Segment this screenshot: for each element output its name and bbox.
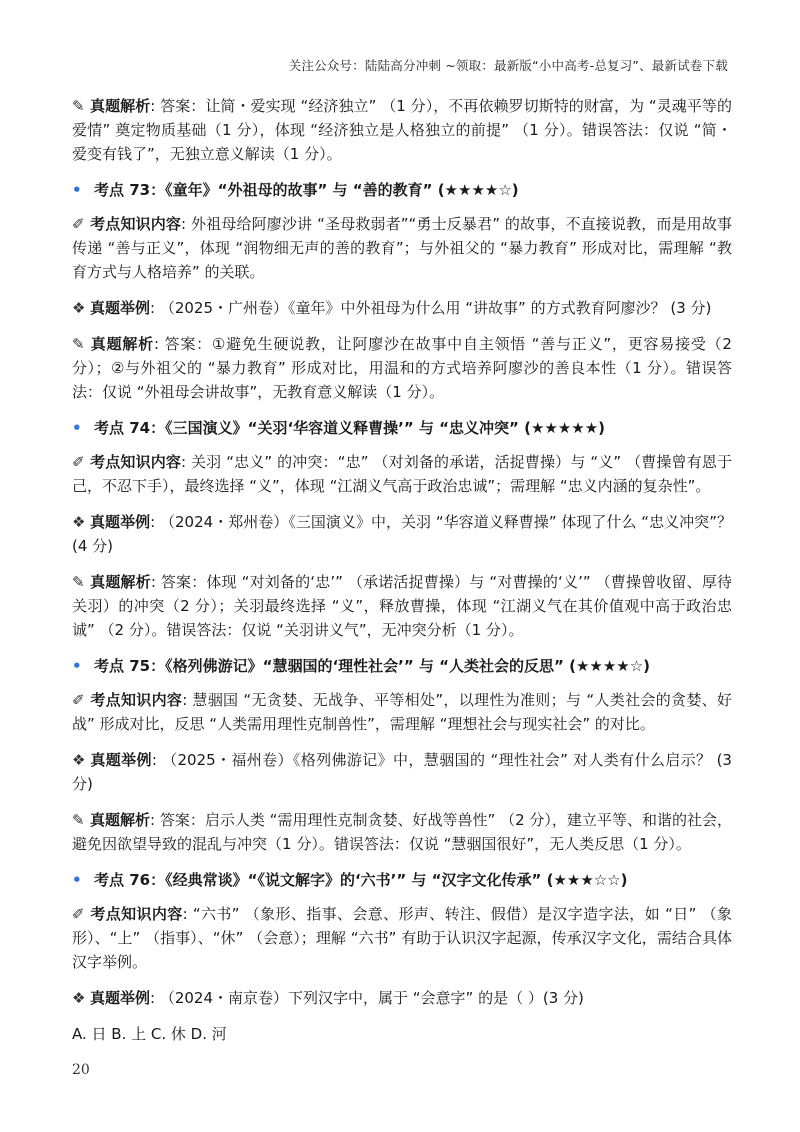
pencil-icon: ✎	[72, 335, 85, 353]
analysis-block	[72, 332, 732, 404]
answer-options: A. 日 B. 上 C. 休 D. 河	[72, 1025, 227, 1043]
analysis-block	[72, 570, 732, 642]
block-label: 真题举例	[90, 513, 151, 531]
exam-point-title: 考点 73：《童年》“外祖母的故事” 与 “善的教育” (★★★★☆)	[94, 181, 519, 199]
block-label: 真题解析	[90, 335, 154, 353]
exam-point-heading	[72, 416, 732, 440]
knowledge-block	[72, 450, 732, 498]
block-label: 真题举例	[90, 989, 151, 1007]
diamond-icon: ❖	[72, 299, 86, 317]
knowledge-block	[72, 688, 732, 736]
block-text: : 答案：体现 “对刘备的‘忠’” （承诺活捉曹操）与 “对曹操的‘义’” （曹操曾收留、厚待关羽）的冲突（2 分）；关羽最终选择 “义”，释放曹操，体现 “江湖义气在其价值观中高于政治忠诚” （2 分）。错误答法：仅说 “关羽讲义气”，无冲突分析（1 分）。	[72, 573, 732, 639]
exam-point-title: 考点 75：《格列佛游记》“慧骃国的‘理性社会’” 与 “人类社会的反思” (★★★★☆)	[94, 657, 651, 675]
block-label: 真题解析	[90, 811, 151, 829]
block-label: 考点知识内容	[90, 905, 183, 923]
page-content	[72, 94, 732, 1058]
pencil-alt-icon: ✐	[72, 453, 85, 471]
analysis-block	[72, 808, 732, 856]
block-label: 真题举例	[90, 751, 152, 769]
block-text: : 慧骃国 “无贪婪、无战争、平等相处”，以理性为准则；与 “人类社会的贪婪、好战” 形成对比，反思 “人类需用理性克制兽性”，需理解 “理想社会与现实社会” 的对比。	[72, 691, 732, 733]
example-block	[72, 986, 732, 1010]
example-block	[72, 296, 732, 320]
pencil-alt-icon: ✐	[72, 905, 85, 923]
block-label: 真题解析	[90, 97, 151, 115]
block-text: : （2025・广州卷）《童年》中外祖母为什么用 “讲故事” 的方式教育阿廖沙？ (3 分)	[150, 299, 712, 317]
block-text: : 答案：让简・爱实现 “经济独立” （1 分），不再依赖罗切斯特的财富，为 “灵魂平等的爱情” 奠定物质基础（1 分），体现 “经济独立是人格独立的前提” （1 分）。错误答法：仅说 “简・爱变有钱了”，无独立意义解读（1 分）。	[72, 97, 732, 163]
block-label: 真题举例	[90, 299, 151, 317]
example-block	[72, 510, 732, 558]
exam-point-title: 考点 74：《三国演义》“关羽‘华容道义释曹操’” 与 “忠义冲突” (★★★★★)	[94, 419, 606, 437]
analysis-block	[72, 94, 732, 166]
pencil-icon: ✎	[72, 573, 85, 591]
block-label: 考点知识内容	[90, 691, 183, 709]
block-label: 真题解析	[90, 573, 151, 591]
pencil-alt-icon: ✐	[72, 215, 85, 233]
bullet-icon: •	[72, 871, 82, 889]
bullet-icon: •	[72, 419, 82, 437]
knowledge-block	[72, 902, 732, 974]
block-text: : “六书” （象形、指事、会意、形声、转注、假借）是汉字造字法，如 “日” （象形）、“上” （指事）、“休” （会意）；理解 “六书” 有助于认识汉字起源，传承汉字文化，需结合具体汉字举例。	[72, 905, 732, 971]
page-number: 20	[72, 1062, 90, 1078]
block-label: 考点知识内容	[90, 215, 182, 233]
page-header: 关注公众号：陆陆高分冲刺 ~领取：最新版“小中高考-总复习”、最新试卷下载	[288, 58, 728, 73]
exam-point-heading	[72, 178, 732, 202]
block-label: 考点知识内容	[90, 453, 182, 471]
diamond-icon: ❖	[72, 989, 86, 1007]
block-text: : 外祖母给阿廖沙讲 “圣母救弱者”“勇士反暴君” 的故事，不直接说教，而是用故事传递 “善与正义”，体现 “润物细无声的善的教育”；与外祖父的 “暴力教育” 形成对比，需理解 “教育方式与人格培养” 的关联。	[72, 215, 732, 281]
block-text: : 关羽 “忠义” 的冲突：“忠” （对刘备的承诺，活捉曹操）与 “义” （曹操曾有恩于己，不忍下手），最终选择 “义”，体现 “江湖义气高于政治忠诚”；需理解 “忠义内涵的复杂性”。	[72, 453, 732, 495]
pencil-icon: ✎	[72, 811, 85, 829]
pencil-icon: ✎	[72, 97, 85, 115]
block-text: : （2024・郑州卷）《三国演义》中，关羽 “华容道义释曹操” 体现了什么 “忠义冲突”？ (4 分)	[72, 513, 732, 555]
block-text: : 答案：①避免生硬说教，让阿廖沙在故事中自主领悟 “善与正义”，更容易接受（2 分）；②与外祖父的 “暴力教育” 形成对比，用温和的方式培养阿廖沙的善良本性（1 分）。错误答法：仅说 “外祖母会讲故事”，无教育意义解读（1 分）。	[72, 335, 732, 401]
pencil-alt-icon: ✐	[72, 691, 85, 709]
knowledge-block	[72, 212, 732, 284]
bullet-icon: •	[72, 181, 82, 199]
bullet-icon: •	[72, 657, 82, 675]
diamond-icon: ❖	[72, 513, 86, 531]
example-block	[72, 748, 732, 796]
diamond-icon: ❖	[72, 751, 86, 769]
exam-point-title: 考点 76：《经典常谈》“《说文解字》的‘六书’” 与 “汉字文化传承” (★★★☆☆)	[94, 871, 628, 889]
block-text: : （2024・南京卷）下列汉字中，属于 “会意字” 的是（ ）(3 分)	[150, 989, 584, 1007]
block-text: : （2025・福州卷）《格列佛游记》中，慧骃国的 “理性社会” 对人类有什么启示？ (3 分)	[72, 751, 732, 793]
exam-point-heading	[72, 654, 732, 678]
block-text: : 答案：启示人类 “需用理性克制贪婪、好战等兽性” （2 分），建立平等、和谐的社会，避免因欲望导致的混乱与冲突（1 分）。错误答法：仅说 “慧骃国很好”，无人类反思（1 分）。	[72, 811, 732, 853]
exam-point-heading	[72, 868, 732, 892]
